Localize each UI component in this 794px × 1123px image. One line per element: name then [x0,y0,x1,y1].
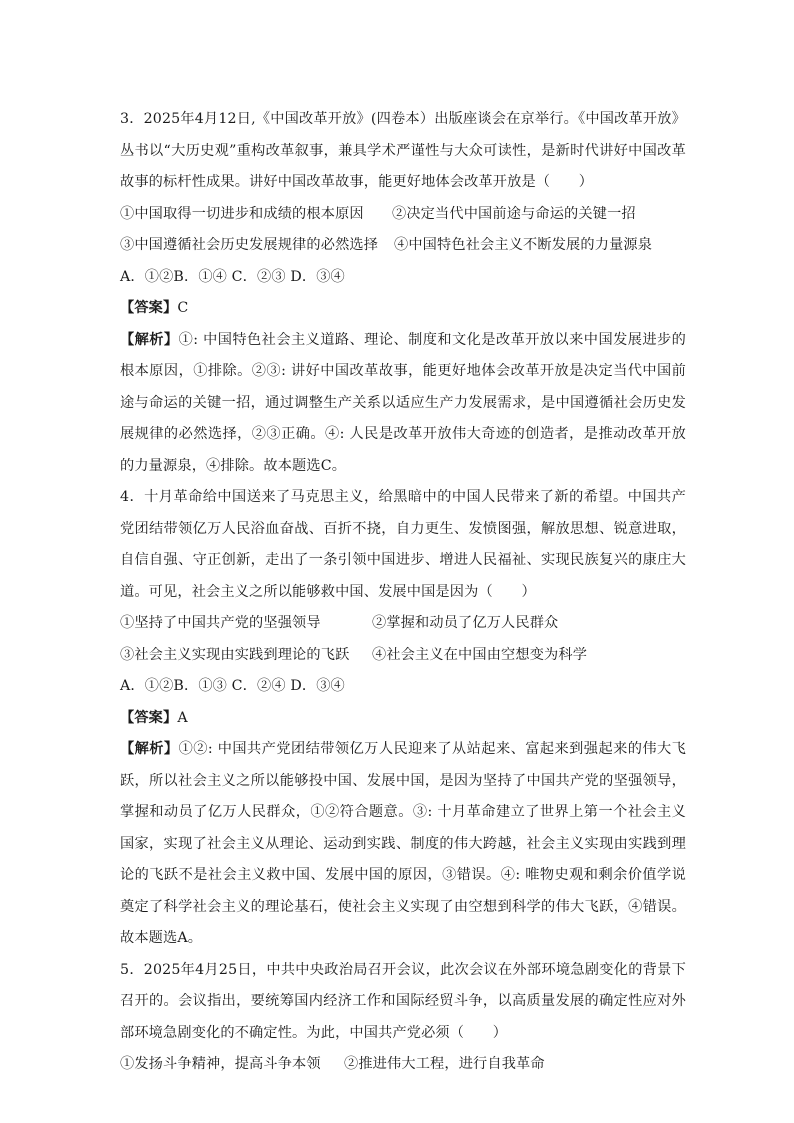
question-4-option-4: ④社会主义在中国由空想变为科学 [372,646,588,663]
question-3-choices: A．①②B．①④ C．②③ D．③④ [120,268,345,285]
question-3-option-2: ②决定当代中国前途与命运的关键一招 [392,205,636,222]
question-3-option-3: ③中国遵循社会历史发展规律的必然选择 [120,237,379,253]
question-3-option-4: ④中国特色社会主义不断发展的力量源泉 [394,237,653,253]
question-3-options-row-2 [120,230,686,262]
question-4-answer [120,703,686,735]
analysis-label: 【解析】 [120,331,179,348]
answer-value: A [177,709,188,726]
question-3-analysis [120,325,686,483]
question-4-option-1: ①坚持了中国共产党的坚强领导 [120,615,321,631]
question-5-option-1: ①发扬斗争精神，提高斗争本领 [120,1056,321,1072]
question-4-option-2: ②掌握和动员了亿万人民群众 [372,615,559,631]
analysis-label: 【解析】 [120,741,179,757]
question-4-choices: A．①②B．①③ C．②④ D．③④ [120,678,345,694]
question-3-option-1: ①中国取得一切进步和成绩的根本原因 [120,205,364,222]
question-4-option-3: ③社会主义实现由实践到理论的飞跃 [120,646,350,663]
answer-label: 【答案】 [120,300,178,316]
answer-value: C [177,300,189,316]
question-5-options-row-1 [120,1049,686,1081]
question-4-stem: 4．十月革命给中国送来了马克思主义，给黑暗中的中国人民带来了新的希望。中国共产党团结带领亿万人民浴血奋战、百折不挠，自力更生、发愤图强，解放思想、锐意进取，自信自强、守正创新，走出了一条引领中国进步、增进人民福祉、实现民族复兴的康庄大道。可见，社会主义之所以能够救中国、发展中国是因为（ ） [120,489,686,600]
question-3-options-row-1 [120,199,686,231]
document-page [120,104,686,1081]
question-5-option-2: ②推进伟大工程，进行自我革命 [344,1056,545,1072]
question-4-analysis [120,734,686,955]
analysis-text: ①②: 中国共产党团结带领亿万人民迎来了从站起来、富起来到强起来的伟大飞跃，所以社会主义之所以能够投中国、发展中国，是因为坚持了中国共产党的坚强领导，掌握和动员了亿万人民群众，①②符合题意。③: 十月革命建立了世界上第一个社会主义国家，实现了社会主义从理论、运动到实践、制度的伟大跨越，社会主义实现由实践到理论的飞跃不是社会主义救中国、发展中国的原因，③错误。④: 唯物史观和剩余价值学说奠定了科学社会主义的理论基石，使社会主义实现了由空想到科学的伟大飞跃，④错误。故本题选A。 [120,741,686,946]
question-4-options-row-2 [120,640,686,672]
question-4-options-row-1 [120,608,686,640]
analysis-text: ①: 中国特色社会主义道路、理论、制度和文化是改革开放以来中国发展进步的根本原因，①排除。②③: 讲好中国改革故事，能更好地体会改革开放是决定当代中国前途与命运的关键一招，通过调整生产关系以适应生产力发展需求，是中国遵循社会历史发展规律的必然选择，②③正确。④: 人民是改革开放伟大奇迹的创造者，是推动改革开放的力量源泉，④排除。故本题选C。 [120,331,686,474]
answer-label: 【答案】 [120,709,178,726]
question-5-stem: 5．2025年4月25日，中共中央政治局召开会议，此次会议在外部环境急剧变化的背景下召开的。会议指出，要统筹国内经济工作和国际经贸斗争，以高质量发展的确定性应对外部环境急剧变化的不确定性。为此，中国共产党必须（ ） [120,961,686,1041]
question-3-answer [120,293,686,325]
question-3-stem: 3．2025年4月12日,《中国改革开放》(四卷本）出版座谈会在京举行。《中国改革开放》丛书以“大历史观”重构改革叙事，兼具学术严谨性与大众可读性，是新时代讲好中国改革故事的标杆性成果。讲好中国改革故事，能更好地体会改革开放是（ ） [120,111,686,190]
